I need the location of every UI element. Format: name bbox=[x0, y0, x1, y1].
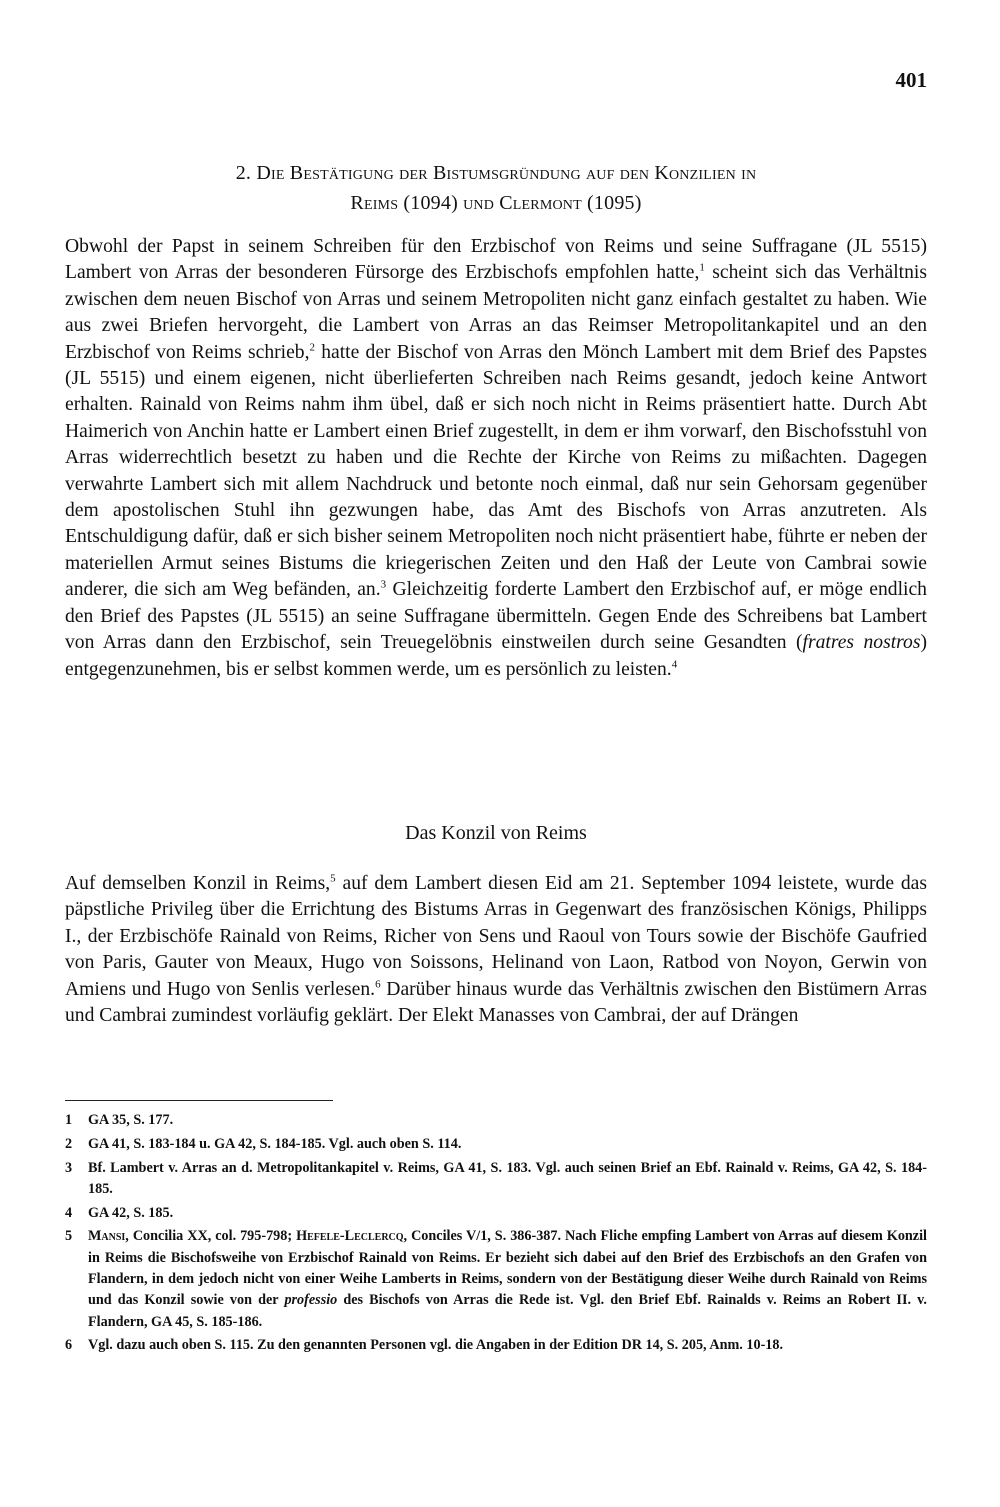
paragraph-text: Auf demselben Konzil in Reims, bbox=[65, 873, 331, 894]
footnote-text: GA 41, S. 183-184 u. GA 42, S. 184-185. Vgl. auch oben S. 114. bbox=[88, 1135, 462, 1152]
footnote-reference: 6 bbox=[375, 978, 381, 991]
footnote bbox=[65, 1134, 927, 1155]
paragraph-text: Darüber hinaus wurde das Verhältnis zwischen den Bistümern Arras und Cambrai zumindest vorläufig geklärt. Der Elekt Manasses von Cambrai, der auf Drängen bbox=[65, 978, 928, 1027]
footnote-text-part: des Bischofs von Arras die Rede ist. Vgl. den Brief Ebf. Rainalds v. Reims an Robert II. v. Flandern, GA 45, S. 185-186. bbox=[88, 1292, 927, 1330]
footnote bbox=[65, 1158, 927, 1201]
footnote bbox=[65, 1203, 927, 1224]
footnote-reference: 5 bbox=[330, 872, 336, 885]
footnote-reference: 3 bbox=[380, 578, 387, 591]
footnote-text: GA 35, S. 177. bbox=[88, 1112, 174, 1128]
page-number: 401 bbox=[895, 68, 927, 92]
footnotes bbox=[65, 1110, 927, 1359]
footnote-number: 1 bbox=[65, 1112, 73, 1128]
footnote-number: 3 bbox=[65, 1159, 73, 1176]
footnote-text: Vgl. dazu auch oben S. 115. Zu den genannten Personen vgl. die Angaben in der Edition DR 14, S. 205, Anm. 10-18. bbox=[88, 1337, 784, 1354]
document-page bbox=[65, 0, 927, 1507]
footnote-number: 4 bbox=[65, 1204, 73, 1221]
footnote-number: 5 bbox=[65, 1228, 73, 1245]
chapter-heading-line-1 bbox=[65, 158, 927, 188]
chapter-title-year-1095: (1095) bbox=[581, 192, 642, 214]
body-paragraph-2 bbox=[65, 871, 927, 1029]
author-name: Hefele-Leclercq bbox=[296, 1228, 404, 1245]
footnote bbox=[65, 1226, 927, 1332]
paragraph-text: auf dem Lambert diesen Eid am 21. September 1094 leistete, wurde das päpstliche Privileg über die Errichtung des Bistums Arras in Gegenwart des französischen Königs, Philipps I., der Erzbischöfe Rainald von Reims, Richer von Sens und Raoul von Tours sowie der Bischöfe Gaufried von Paris, Gauter von Meaux, Hugo von Soissons, Helinand von Laon, Ratbod von Noyon, Gerwin von Amiens und Hugo von Senlis verlesen. bbox=[65, 873, 928, 1000]
footnote-number: 6 bbox=[65, 1337, 73, 1354]
chapter-number: 2. bbox=[235, 162, 252, 184]
italic-term: professio bbox=[284, 1292, 338, 1309]
body-paragraph-1 bbox=[65, 234, 927, 683]
paragraph-text: hatte der Bischof von Arras den Mönch Lambert mit dem Brief des Papstes (JL 5515) und einem eigenen, nicht überlieferten Schreiben nach Reims gesandt, jedoch keine Antwort erhalten. Rainald von Reims nahm ihm übel, daß er sich noch nicht in Reims präsentiert hatte. Durch Abt Haimerich von Anchin hatte er Lambert einen Brief zugestellt, in dem er ihm vorwarf, den Bischofsstuhl von Arras widerrechtlich besetzt zu haben und die Rechte der Kirche von Reims zu mißachten. Dagegen verwahrte Lambert sich mit allem Nachdruck und betonte noch einmal, daß nur sein Gehorsam gegenüber dem apostolischen Stuhl ihn gezwungen habe, das Amt des Bischofs von Arras anzutreten. Als Entschuldigung dafür, daß er sich bisher seinem Metropoliten noch nicht präsentiert habe, führte er neben der materiellen Armut seines Bistums die kriegerischen Zeiten und den Haß der Leute von Cambrai sowie anderer, die sich am Weg befänden, an. bbox=[65, 341, 928, 601]
section-heading: Das Konzil von Reims bbox=[405, 822, 587, 844]
italic-quote: fratres nostros bbox=[802, 632, 921, 654]
chapter-title-reims: Reims bbox=[350, 192, 399, 214]
footnote-text: GA 42, S. 185. bbox=[88, 1204, 174, 1221]
chapter-title-clermont: und Clermont bbox=[463, 192, 582, 214]
paragraph-text: ) entgegenzunehmen, bis er selbst kommen werde, um es persönlich zu leisten. bbox=[65, 632, 927, 680]
footnote-reference: 4 bbox=[671, 657, 678, 670]
footnote-reference: 2 bbox=[309, 341, 315, 354]
footnote-number: 2 bbox=[65, 1135, 73, 1152]
author-name: Mansi bbox=[88, 1228, 126, 1245]
paragraph-text: Gleichzeitig forderte Lambert den Erzbischof auf, er möge endlich den Brief des Papstes (JL 5515) an seine Suffragane übermitteln. Gegen Ende des Schreibens bat Lambert von Arras dann den Erzbischof, sein Treuegelöbnis einstweilen durch seine Gesandten ( bbox=[65, 579, 927, 654]
chapter-heading-line-2 bbox=[65, 188, 927, 218]
footnote-divider bbox=[65, 1100, 333, 1101]
chapter-title-year-1094: (1094) bbox=[398, 192, 464, 214]
footnote-text: Bf. Lambert v. Arras an d. Metropolitankapitel v. Reims, GA 41, S. 183. Vgl. auch seinen Brief an Ebf. Rainald v. Reims, GA 42, S. 184-185. bbox=[88, 1159, 927, 1197]
paragraph-text: Obwohl der Papst in seinem Schreiben für den Erzbischof von Reims und seine Suffragane (JL 5515) Lambert von Arras der besonderen Fürsorge des Erzbischofs empfohlen hatte, bbox=[65, 236, 927, 284]
footnote-text bbox=[88, 1226, 927, 1332]
footnote-text-part: , Concilia XX, col. 795-798; bbox=[125, 1228, 297, 1245]
paragraph-text: scheint sich das Verhältnis zwischen dem neuen Bischof von Arras und seinem Metropoliten nicht ganz einfach gestaltet zu haben. Wie aus zwei Briefen hervorgeht, die Lambert von Arras an das Reimser Metropolitankapitel und an den Erzbischof von Reims schrieb, bbox=[65, 262, 927, 363]
footnote bbox=[65, 1110, 927, 1131]
chapter-title-part-1: Die Bestätigung der Bistumsgründung auf den Konzilien in bbox=[256, 162, 757, 184]
chapter-heading bbox=[65, 158, 927, 218]
footnote-text-part: , Conciles V/1, S. 386-387. Nach Fliche empfing Lambert von Arras auf diesem Konzil in Reims die Bischofsweihe von Erzbischof Rainald von Reims. Er bezieht sich dabei auf den Brief des Erzbischofs an den Grafen von Flandern, in dem jedoch nicht von einer Weihe Lamberts in Reims, sondern von der Bestätigung dieser Weihe durch Rainald von Reims und das Konzil sowie von der bbox=[88, 1228, 927, 1309]
footnote-reference: 1 bbox=[699, 261, 705, 274]
footnote bbox=[65, 1335, 927, 1356]
